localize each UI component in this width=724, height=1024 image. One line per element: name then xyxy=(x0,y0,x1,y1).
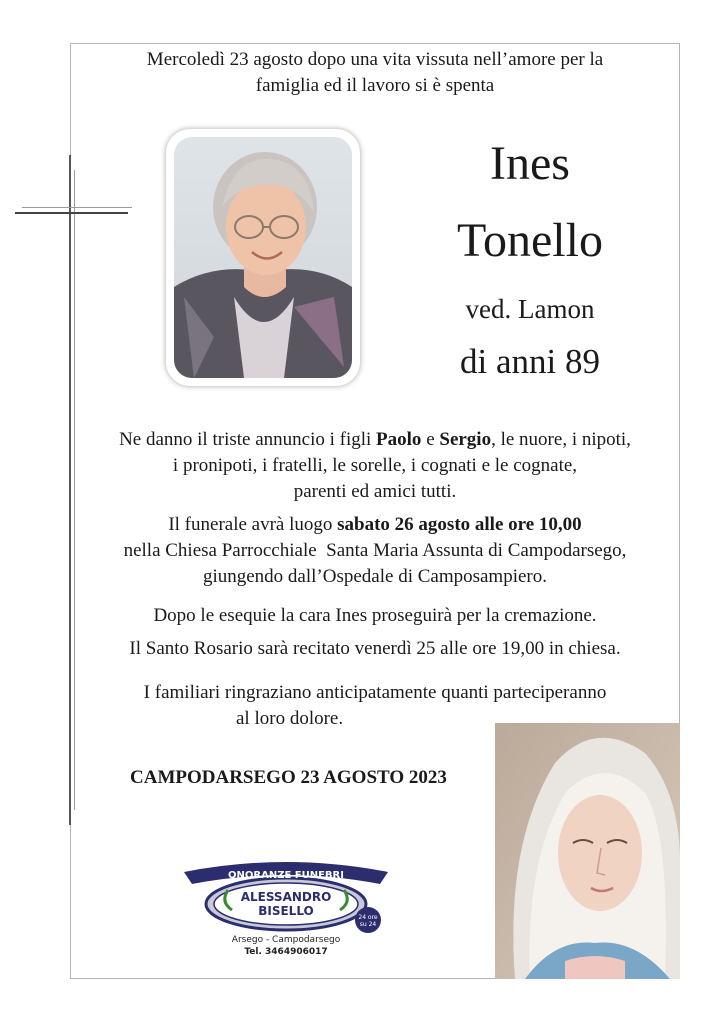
svg-text:ONORANZE FUNEBRI: ONORANZE FUNEBRI xyxy=(228,870,344,881)
svg-text:su 24: su 24 xyxy=(359,921,377,928)
widow-of: ved. Lamon xyxy=(465,294,595,324)
announcement-paragraph: Ne danno il triste annuncio i figli Paolo e Sergio, le nuore, i nipoti, i pronipoti, i fratelli, le sorelle, i cognati e le cognate, parenti ed amici tutti. xyxy=(119,429,631,502)
svg-text:ALESSANDRO: ALESSANDRO xyxy=(240,890,332,904)
cremation-text: Dopo le esequie la cara Ines proseguirà per la cremazione. xyxy=(153,605,597,626)
intro-text: Mercoledì 23 agosto dopo una vita vissuta nell’amore per la famiglia ed il lavoro si è spenta xyxy=(146,49,604,96)
funeral-home-emblem xyxy=(180,858,392,934)
madonna-image xyxy=(495,723,680,979)
portrait-image xyxy=(174,137,352,378)
portrait-photo xyxy=(174,137,352,378)
funeral-home-contact: Arsego - Campodarsego Tel. 3464906017 xyxy=(231,935,341,957)
thanks-paragraph: I familiari ringraziano anticipatamente quanti parteciperanno al loro dolore. xyxy=(143,682,607,729)
age: di anni 89 xyxy=(460,342,600,381)
place-date: CAMPODARSEGO 23 AGOSTO 2023 xyxy=(130,767,447,788)
svg-text:24 ore: 24 ore xyxy=(358,914,378,921)
svg-text:BISELLO: BISELLO xyxy=(258,904,314,918)
deceased-first-name: Ines xyxy=(490,137,570,190)
deceased-last-name: Tonello xyxy=(457,214,603,267)
funeral-paragraph: Il funerale avrà luogo sabato 26 agosto alle ore 10,00 nella Chiesa Parrocchiale Santa Maria Assunta di Campodarsego, giungendo dall’Ospedale di Camposampiero. xyxy=(123,514,627,587)
portrait-frame xyxy=(166,129,360,386)
cross-vertical-line-thin xyxy=(74,170,75,810)
cross-horizontal-line-thin xyxy=(22,207,132,208)
cross-horizontal-line xyxy=(15,212,128,214)
madonna-picture xyxy=(495,723,680,979)
rosary-text: Il Santo Rosario sarà recitato venerdì 25 alle ore 19,00 in chiesa. xyxy=(129,638,621,659)
cross-vertical-line xyxy=(69,155,71,825)
